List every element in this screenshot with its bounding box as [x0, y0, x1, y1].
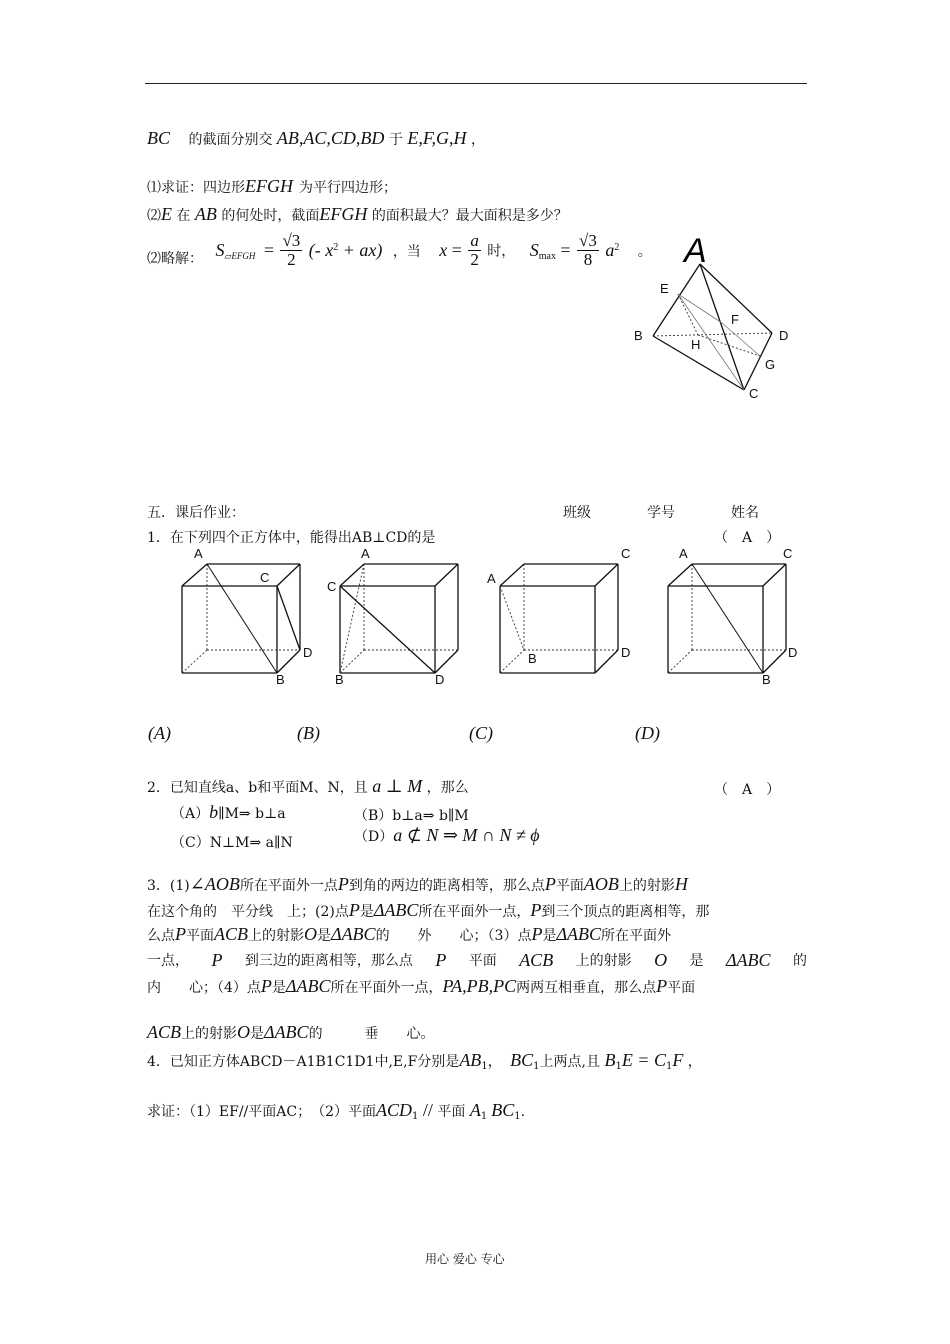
cube-c-edge — [500, 564, 524, 586]
p3-math: P — [435, 950, 447, 970]
p3-text: 是 — [317, 928, 331, 944]
sol-x: x — [439, 240, 448, 260]
cube-d-edge — [763, 650, 786, 673]
p3-text: 是 — [271, 980, 286, 996]
p4-line-2 — [147, 1100, 525, 1122]
q1-post: 为平行四边形； — [299, 180, 397, 196]
q2-text-1: 在 — [176, 208, 191, 224]
cube-d-edge — [668, 564, 692, 586]
p3-math: ΔABC — [264, 1022, 309, 1042]
p2-option-d — [354, 825, 540, 846]
p3-text: 一点， — [147, 953, 189, 969]
p3-math: P — [211, 950, 223, 970]
p2-then: ，那么 — [426, 780, 469, 796]
p3-math: ΔABC — [373, 900, 419, 920]
p2-option-b: （B）b⊥a⇒ b∥M — [354, 808, 469, 824]
p3-text: 平面 — [468, 953, 497, 969]
cube-c-hidden — [500, 650, 524, 673]
cube-b-label-a: A — [361, 546, 370, 561]
segment-hg — [698, 335, 760, 356]
sol-a2: a — [605, 240, 615, 260]
homework-title: 五．课后作业： — [147, 505, 245, 521]
p3-text: 的 垂 心。 — [308, 1026, 435, 1042]
p4b-acd: ACD — [376, 1100, 413, 1120]
p3-text: 所在平面外 — [601, 928, 672, 944]
p3-line-5 — [147, 976, 695, 997]
cube-d-label-b: B — [762, 672, 771, 687]
cube-a-figure — [172, 544, 322, 689]
cube-c-label-a: A — [487, 571, 496, 586]
cube-a-label-c: C — [260, 570, 270, 585]
choice-d: (D) — [635, 723, 660, 743]
cube-d-figure — [660, 544, 810, 689]
p4-f: F — [672, 1050, 684, 1070]
sol-paren: (- x — [308, 240, 334, 260]
p3-math: P — [260, 976, 272, 996]
question-2 — [147, 204, 568, 225]
question-1 — [147, 176, 397, 197]
p4-c1-sub: 1 — [665, 1061, 673, 1072]
homework-name: 姓名 — [731, 505, 759, 521]
label-d: D — [779, 328, 789, 343]
q2-ab: AB — [194, 204, 217, 224]
label-b: B — [634, 328, 643, 343]
p4-line-1 — [147, 1050, 702, 1072]
sol-smax: S — [529, 239, 539, 260]
p3-math: ΔABC — [331, 924, 376, 944]
p3-text: 上的射影 — [575, 953, 632, 969]
p3-text: 所在平面外一点 — [239, 878, 338, 894]
p4b-par: // — [418, 1100, 438, 1120]
sol-frac-3-num: √3 — [579, 231, 597, 250]
p4b-a1-sub: 1 — [480, 1111, 488, 1122]
p3-math: P — [656, 976, 668, 996]
label-e: E — [660, 281, 669, 296]
choice-c: (C) — [469, 723, 493, 743]
cube-d-edge — [763, 564, 786, 586]
label-g: G — [765, 357, 776, 372]
cube-b-label-d: D — [435, 672, 445, 687]
sol-frac-2-num: a — [470, 231, 479, 250]
sol-sq: 2 — [333, 242, 339, 253]
homework-class: 班级 — [563, 505, 591, 521]
p2-optd-math: a ⊄ N ⇒ M ∩ N ≠ ϕ — [393, 825, 540, 845]
sol-poly — [309, 240, 383, 260]
p3-line-6 — [147, 1022, 435, 1043]
cube-b-cd — [340, 586, 435, 673]
p4-mid: 上两点,且 — [539, 1054, 600, 1070]
p3-math: H — [674, 874, 688, 894]
sol-tail: + ax) — [338, 240, 383, 260]
label-f: F — [731, 312, 739, 327]
p2-opta-pre: （A） — [171, 806, 210, 822]
p2-opta-b: b — [209, 802, 219, 822]
p4-bc-sub: 1 — [533, 1061, 540, 1072]
p4b-bc1: BC — [491, 1100, 515, 1120]
p3-math: O — [654, 950, 668, 970]
p3-text: 两两互相垂直，那么点 — [516, 980, 657, 996]
sol-s-sub: ▱EFGH — [224, 250, 256, 261]
math-bc: BC — [147, 128, 171, 148]
p2-line — [147, 776, 469, 797]
cube-d-label-c: C — [783, 546, 793, 561]
label-h: H — [691, 337, 701, 352]
p2-cond: a ⊥ M — [372, 776, 423, 796]
sol-eq-1: = — [263, 240, 274, 260]
cube-c-label-b: B — [528, 651, 537, 666]
sol-a2-sq: 2 — [614, 242, 620, 253]
p4b-bc1-sub: 1 — [514, 1111, 521, 1122]
sol-eq-2: = — [451, 240, 462, 260]
cube-b-figure — [322, 544, 472, 689]
p4b-pre: 求证：（1）EF//平面AC； （2）平面 — [147, 1104, 377, 1120]
p4-ab-sub: 1 — [481, 1061, 488, 1072]
cube-a-cd — [277, 586, 300, 650]
p4b-acd-sub: 1 — [412, 1111, 419, 1122]
cube-a-edge — [277, 650, 300, 673]
p3-text: 的 外 心；（3）点 — [375, 928, 532, 944]
p4-b1: B — [604, 1050, 616, 1070]
cube-d-hidden — [668, 650, 692, 673]
choice-a: (A) — [148, 723, 171, 743]
cube-b-hidden — [340, 650, 364, 673]
edge-ab — [653, 264, 700, 336]
p3-text: 到角的两边的距离相等，那么点 — [348, 878, 545, 894]
p4-b1-sub: 1 — [615, 1061, 622, 1072]
p3-text: 上的射影 — [181, 1026, 237, 1042]
sol-frac-1-num: √3 — [282, 231, 301, 250]
sol-frac-1 — [280, 232, 302, 269]
p3-math: ACB — [147, 1022, 181, 1042]
p2-text: 2．已知直线a、b和平面M、N，且 — [147, 780, 368, 796]
sol-eq-3: = — [560, 240, 571, 260]
p3-math: ΔABC — [285, 976, 331, 996]
p3-math: P — [530, 900, 542, 920]
p3-math: O — [304, 924, 317, 944]
p3-math: AOB — [583, 874, 619, 894]
sol-frac-2 — [468, 232, 481, 269]
p3-math: P — [544, 874, 556, 894]
cube-a-hidden — [182, 650, 207, 673]
p3-line-4 — [147, 950, 807, 971]
cube-c-label-c: C — [621, 546, 631, 561]
segment-fg — [722, 323, 760, 356]
cube-a-label-d: D — [303, 645, 313, 660]
p4-bc: BC — [510, 1050, 534, 1070]
p3-text: 3．(1) — [147, 878, 190, 894]
p4b-a1: A — [469, 1100, 481, 1120]
solution-line — [147, 232, 652, 282]
p2-optd-pre: （D） — [354, 829, 394, 845]
intro-text-2: 于 — [388, 132, 403, 148]
p3-text: 到三个顶点的距离相等，那 — [541, 904, 710, 920]
p3-math: P — [348, 900, 360, 920]
p3-text: 是 — [250, 1026, 264, 1042]
label-a: A — [684, 232, 707, 270]
p4-ab: AB — [459, 1050, 482, 1070]
intro-line — [147, 128, 485, 149]
p3-text: 平面 — [186, 928, 214, 944]
cube-c-figure — [482, 544, 642, 689]
header-rule — [145, 83, 807, 84]
p2-option-a — [171, 802, 286, 823]
math-points: E,F,G,H — [407, 128, 467, 148]
cube-a-edge — [277, 564, 300, 586]
intro-text-3: ， — [470, 132, 485, 148]
sol-frac-3 — [577, 232, 599, 269]
p3-line-1 — [147, 874, 688, 895]
sol-smax-sub: max — [538, 250, 556, 262]
cube-c-label-d: D — [621, 645, 631, 660]
cube-b-edge — [340, 564, 364, 586]
intro-text-1: 的截面分别交 — [188, 132, 273, 148]
cube-c-edge — [595, 564, 618, 586]
p2-opta-post: ∥M⇒ b⊥a — [218, 806, 286, 822]
p4b-plane: 平面 — [437, 1104, 466, 1120]
p3-text: 上的射影 — [618, 878, 675, 894]
q2-quad: EFGH — [319, 204, 368, 224]
q1-pre: ⑴求证：四边形 — [147, 180, 245, 196]
cube-a-label-a: A — [194, 546, 203, 561]
p4-end: ， — [687, 1054, 702, 1070]
p3-math: ΔABC — [725, 950, 771, 970]
p3-math: P — [531, 924, 543, 944]
cube-d-ab — [692, 564, 763, 673]
page-footer: 用心 爱心 专心 — [425, 1252, 505, 1266]
p3-math: ΔABC — [556, 924, 602, 944]
p3-text: 所在平面外一点， — [418, 904, 531, 920]
math-lines: AB,AC,CD,BD — [276, 128, 385, 148]
q2-e: E — [161, 204, 172, 224]
cube-a-label-b: B — [276, 672, 285, 687]
sol-frac-1-den: 2 — [287, 250, 296, 269]
p3-math: ACB — [519, 950, 554, 970]
p3-math: ∠AOB — [189, 874, 240, 894]
sol-when: ，当 — [392, 243, 421, 260]
p4-e: E = C — [621, 1050, 666, 1070]
choice-b: (B) — [297, 723, 320, 743]
sol-frac-3-den: 8 — [583, 250, 593, 269]
p3-text: 的 — [792, 953, 807, 969]
p4-pre: 4．已知正方体ABCD－A1B1C1D1中,E,F分别是 — [147, 1054, 460, 1070]
p3-math: P — [337, 874, 349, 894]
cube-c-ab — [500, 586, 524, 650]
cube-c-edge — [595, 650, 618, 673]
p1-text: 1．在下列四个正方体中，能得出AB⊥CD的是 — [147, 530, 436, 546]
cube-d-label-d: D — [788, 645, 798, 660]
p4b-dot: . — [520, 1104, 526, 1120]
segment-ec — [678, 294, 744, 390]
sol-label: ⑵略解： — [147, 250, 203, 267]
cube-b-edge — [435, 650, 458, 673]
p3-math: ACB — [214, 924, 248, 944]
edge-ac — [700, 264, 744, 390]
p2-option-c: （C）N⊥M⇒ a∥N — [171, 835, 293, 851]
p3-text: 所在平面外一点， — [330, 980, 443, 996]
sol-period: 。 — [637, 243, 652, 260]
p3-text: 平面 — [667, 980, 696, 996]
p3-text: 内 心；（4）点 — [147, 980, 261, 996]
p3-text: 在这个角的 平分线 上；(2)点 — [147, 904, 349, 920]
q1-quad: EFGH — [245, 176, 293, 196]
sol-frac-2-den: 2 — [470, 250, 479, 269]
q2-text-3: 的面积最大？最大面积是多少？ — [371, 208, 568, 224]
tetrahedron-figure — [620, 228, 820, 408]
p3-math: O — [237, 1022, 250, 1042]
p3-text: 平面 — [555, 878, 584, 894]
p3-line-2 — [147, 900, 709, 921]
cube-d-label-a: A — [679, 546, 688, 561]
p1-answer: （ A ） — [714, 530, 781, 546]
homework-num: 学号 — [647, 505, 675, 521]
sol-shi: 时， — [487, 243, 516, 260]
q2-text-2: 的何处时，截面 — [221, 208, 320, 224]
p3-text: 么点 — [147, 928, 175, 944]
p4-comma: ， — [487, 1054, 502, 1070]
cube-b-label-c: C — [327, 579, 337, 594]
cube-b-label-b: B — [335, 672, 344, 687]
p3-text: 是 — [542, 928, 557, 944]
p3-text: 是 — [689, 953, 704, 969]
edge-bd-hidden — [653, 333, 772, 336]
cube-a-edge — [182, 564, 207, 586]
sol-s: S — [215, 239, 225, 260]
p3-text: 上的射影 — [248, 928, 304, 944]
cube-b-ab — [340, 564, 364, 673]
p3-text: 到三边的距离相等，那么点 — [244, 953, 413, 969]
label-c: C — [749, 386, 759, 401]
p2-answer: （ A ） — [714, 782, 781, 798]
cube-b-edge — [435, 564, 458, 586]
p3-line-3 — [147, 924, 671, 945]
q2-pre: ⑵ — [147, 208, 161, 224]
p3-text: 是 — [359, 904, 374, 920]
p3-math: P — [175, 924, 186, 944]
p3-math: PA,PB,PC — [442, 976, 517, 996]
